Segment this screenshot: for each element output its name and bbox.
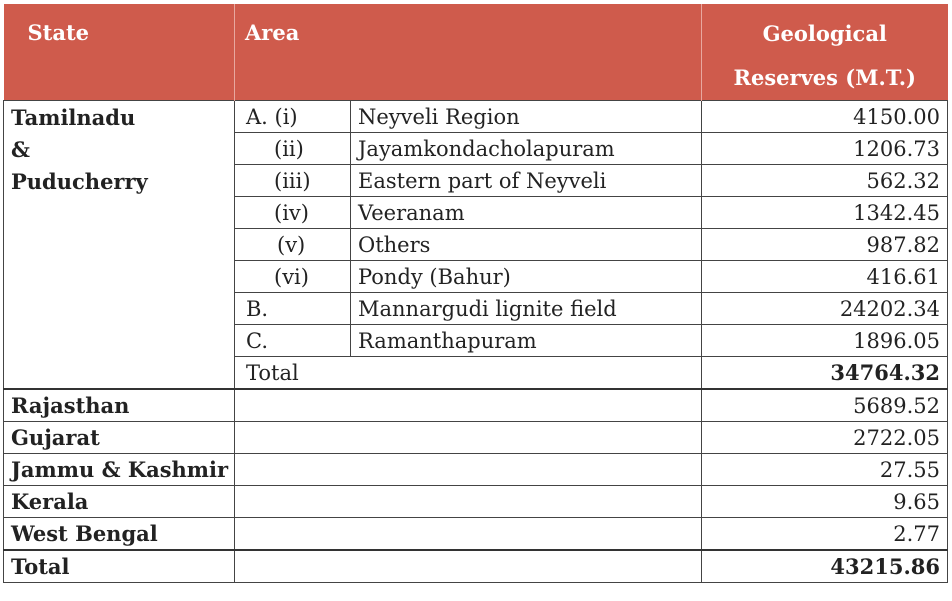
area-empty <box>235 454 702 486</box>
state-name: West Bengal <box>4 518 235 551</box>
area-index: B. <box>235 293 351 325</box>
table-header-row <box>4 4 948 101</box>
state-name-line2: & <box>11 137 30 162</box>
area-index: (v) <box>235 229 351 261</box>
header-reserves-line2: Reserves (M.T.) <box>733 65 916 90</box>
state-name: Gujarat <box>4 422 235 454</box>
reserve-value: 987.82 <box>702 229 948 261</box>
table-row <box>4 454 948 486</box>
reserve-value: 2722.05 <box>702 422 948 454</box>
area-name: Pondy (Bahur) <box>351 261 702 293</box>
reserve-value: 1206.73 <box>702 133 948 165</box>
area-name: Mannargudi lignite field <box>351 293 702 325</box>
table-row <box>4 486 948 518</box>
reserve-value: 1896.05 <box>702 325 948 357</box>
area-empty <box>235 518 702 551</box>
area-empty <box>235 550 702 583</box>
area-name: Jayamkondacholapuram <box>351 133 702 165</box>
area-empty <box>235 389 702 422</box>
reserve-value: 4150.00 <box>702 101 948 133</box>
area-name: Neyveli Region <box>351 101 702 133</box>
area-name: Others <box>351 229 702 261</box>
header-area: Area <box>235 4 702 101</box>
area-empty <box>235 486 702 518</box>
table-row <box>4 422 948 454</box>
reserve-value: 24202.34 <box>702 293 948 325</box>
area-index: (iii) <box>235 165 351 197</box>
area-empty <box>235 422 702 454</box>
area-index: (ii) <box>235 133 351 165</box>
area-index: (iv) <box>235 197 351 229</box>
area-index: A. (i) <box>235 101 351 133</box>
table-row <box>4 518 948 551</box>
reserve-value: 27.55 <box>702 454 948 486</box>
state-name: Jammu & Kashmir <box>4 454 235 486</box>
grand-total-row <box>4 550 948 583</box>
area-name: Eastern part of Neyveli <box>351 165 702 197</box>
reserve-value: 1342.45 <box>702 197 948 229</box>
state-name: Kerala <box>4 486 235 518</box>
area-index: C. <box>235 325 351 357</box>
reserve-value: 416.61 <box>702 261 948 293</box>
grand-total-label: Total <box>4 550 235 583</box>
state-name: Rajasthan <box>4 389 235 422</box>
reserve-value: 9.65 <box>702 486 948 518</box>
table-row <box>4 389 948 422</box>
subtotal-value: 34764.32 <box>702 357 948 390</box>
header-state: State <box>4 4 235 101</box>
grand-total-value: 43215.86 <box>702 550 948 583</box>
header-reserves-line1: Geological <box>762 21 887 46</box>
state-cell-tamilnadu <box>4 101 235 390</box>
header-reserves <box>702 4 948 101</box>
subtotal-label: Total <box>235 357 702 390</box>
area-name: Veeranam <box>351 197 702 229</box>
lignite-reserves-table <box>3 4 948 583</box>
reserve-value: 2.77 <box>702 518 948 551</box>
state-name-line1: Tamilnadu <box>11 105 136 130</box>
area-name: Ramanthapuram <box>351 325 702 357</box>
table-row <box>4 101 948 133</box>
state-name-line3: Puducherry <box>11 169 148 194</box>
reserve-value: 5689.52 <box>702 389 948 422</box>
reserve-value: 562.32 <box>702 165 948 197</box>
area-index: (vi) <box>235 261 351 293</box>
